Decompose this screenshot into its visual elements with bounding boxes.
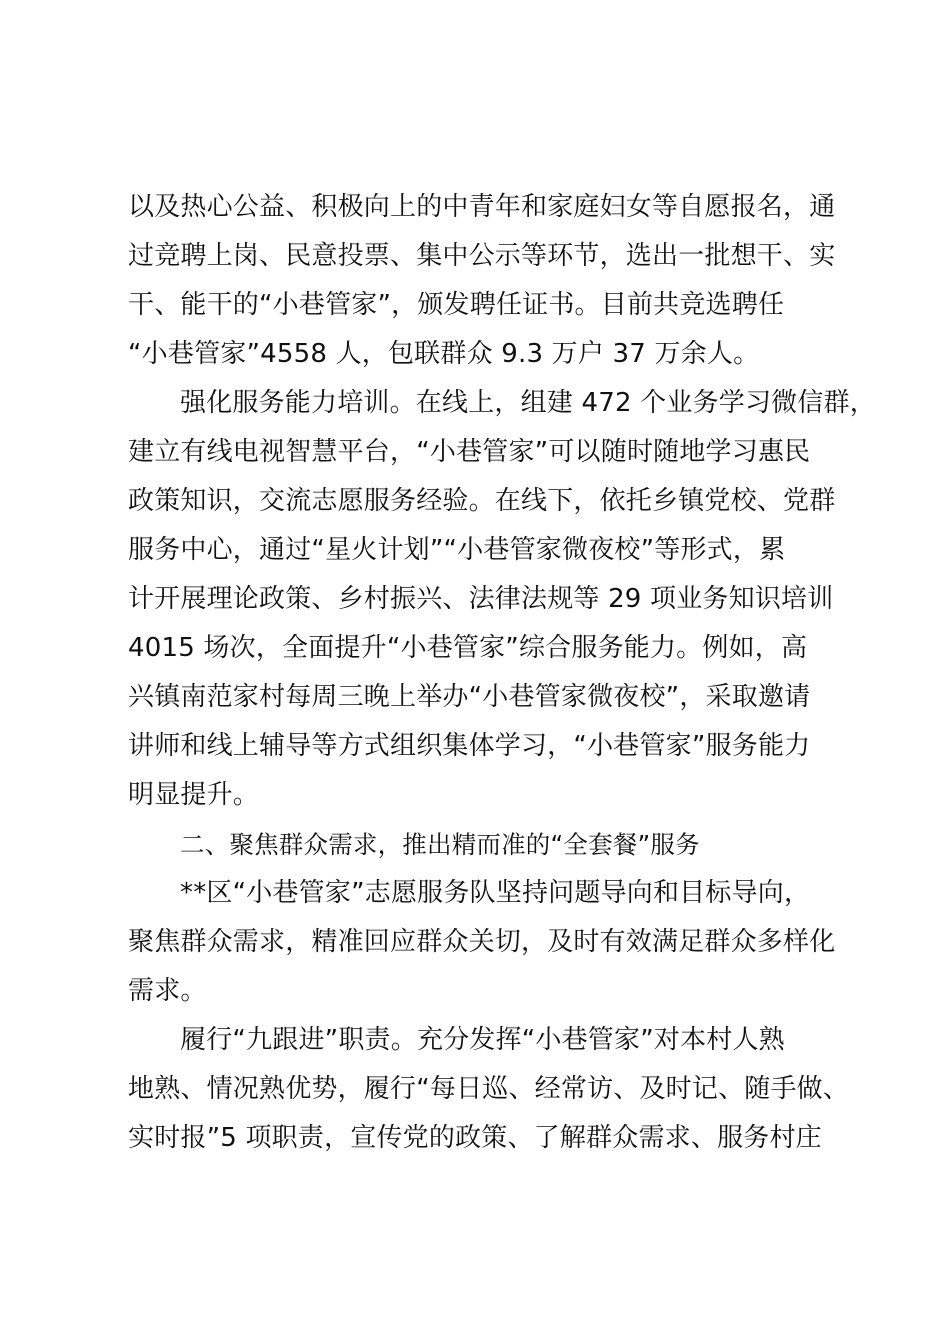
text-line: 地熟、情况熟优势，履行“每日巡、经常访、及时记、随手做、 — [128, 1074, 850, 1104]
text-line: “小巷管家”4558 人，包联群众 9.3 万户 37 万余人。 — [128, 339, 760, 369]
paragraph-first-line: 强化服务能力培训。在线上，组建 472 个业务学习微信群， — [180, 388, 876, 418]
text-line: 4015 场次，全面提升“小巷管家”综合服务能力。例如，高 — [128, 633, 808, 663]
text-line: 政策知识，交流志愿服务经验。在线下，依托乡镇党校、党群 — [128, 486, 836, 516]
section-heading: 二、聚焦群众需求，推出精而准的“全套餐”服务 — [180, 830, 700, 859]
text-line: 聚焦群众需求，精准回应群众关切，及时有效满足群众多样化 — [128, 927, 836, 957]
text-line: 过竞聘上岗、民意投票、集中公示等环节，选出一批想干、实 — [128, 241, 836, 271]
text-line: 干、能干的“小巷管家”，颁发聘任证书。目前共竞选聘任 — [128, 290, 785, 320]
text-line: 计开展理论政策、乡村振兴、法律法规等 29 项业务知识培训 — [128, 584, 834, 614]
paragraph-first-line: 履行“九跟进”职责。充分发挥“小巷管家”对本村人熟 — [180, 1025, 785, 1055]
text-line: 实时报”5 项职责，宣传党的政策、了解群众需求、服务村庄 — [128, 1123, 822, 1153]
text-line: 以及热心公益、积极向上的中青年和家庭妇女等自愿报名，通 — [128, 192, 836, 222]
document-body — [128, 183, 876, 1163]
paragraph-first-line: **区“小巷管家”志愿服务队坚持问题导向和目标导向， — [180, 878, 811, 908]
text-line: 讲师和线上辅导等方式组织集体学习，“小巷管家”服务能力 — [128, 731, 811, 761]
text-line: 需求。 — [128, 976, 207, 1006]
text-line: 服务中心，通过“星火计划”“小巷管家微夜校”等形式，累 — [128, 535, 786, 565]
text-line: 兴镇南范家村每周三晚上举办“小巷管家微夜校”，采取邀请 — [128, 682, 811, 712]
text-line: 建立有线电视智慧平台，“小巷管家”可以随时随地学习惠民 — [128, 437, 811, 467]
text-line: 明显提升。 — [128, 780, 260, 810]
